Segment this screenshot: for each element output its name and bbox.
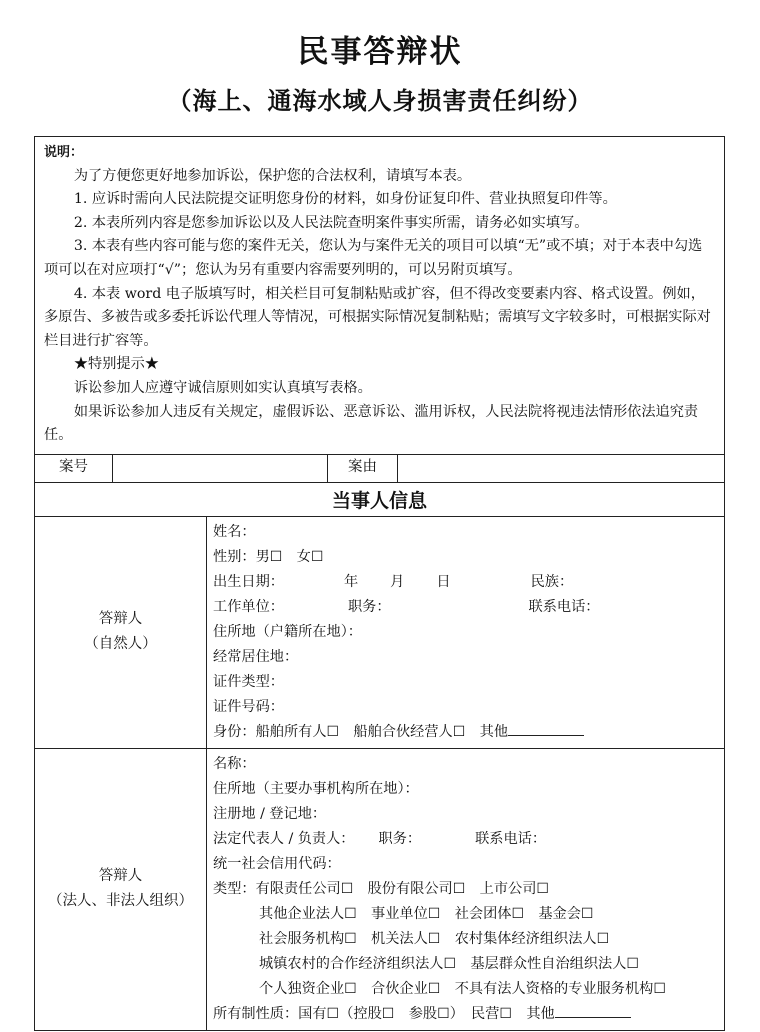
natural-person-label: [35, 516, 207, 748]
np-id-number-field[interactable]: 证件号码：: [213, 698, 284, 715]
np-gender-field[interactable]: 性别：男☐ 女☐: [213, 548, 324, 565]
notes-label: 说明：: [44, 145, 84, 160]
np-name-field[interactable]: 姓名：: [213, 523, 256, 540]
legal-person-label-line2: （法人、非法人组织）: [48, 893, 193, 910]
np-employer-label: 工作单位：: [213, 598, 284, 615]
np-day-label: 日: [436, 573, 451, 590]
lp-ownership-other-blank[interactable]: [555, 1002, 631, 1018]
case-row: [35, 454, 725, 482]
notes-special-1: 诉讼参加人应遵守诚信原则如实认真填写表格。: [73, 379, 372, 396]
lp-type-line-4[interactable]: 城镇农村的合作经济组织法人☐ 基层群众性自治组织法人☐: [259, 955, 640, 972]
document-subtitle: （海上、通海水域人身损害责任纠纷）: [167, 87, 593, 115]
np-phone-label: 联系电话：: [528, 598, 600, 615]
np-employer-line[interactable]: [213, 595, 724, 620]
np-birth-label: 出生日期：: [213, 573, 284, 590]
legal-person-fields[interactable]: [207, 748, 725, 1030]
notes-intro: 为了方便您更好地参加诉讼，保护您的合法权利，请填写本表。: [73, 167, 472, 184]
legal-person-row: [35, 748, 725, 1030]
np-birth-line[interactable]: [213, 570, 724, 595]
natural-person-fields[interactable]: [207, 516, 725, 748]
notes-item-2: 2. 本表所列内容是您参加诉讼以及人民法院查明案件事实所需，请务必如实填写。: [73, 214, 589, 231]
lp-rep-line[interactable]: [213, 827, 724, 852]
document-title: 民事答辩状: [297, 34, 463, 70]
party-info-row: [35, 482, 725, 516]
lp-type-line-2[interactable]: 其他企业法人☐ 事业单位☐ 社会团体☐ 基金会☐: [259, 905, 594, 922]
np-id-type-field[interactable]: 证件类型：: [213, 673, 284, 690]
np-year-label: 年: [343, 573, 359, 590]
natural-person-row: [35, 516, 725, 748]
case-cause-field[interactable]: [398, 454, 725, 482]
lp-domicile-field[interactable]: 住所地（主要办事机构所在地）：: [213, 780, 419, 797]
np-domicile-field[interactable]: 住所地（户籍所在地）：: [213, 623, 362, 640]
np-residence-field[interactable]: 经常居住地：: [213, 648, 299, 665]
notes-item-4: 4. 本表 word 电子版填写时，相关栏目可复制粘贴或扩容，但不得改变要素内容、格式设置。例如，多原告、多被告或多委托诉讼代理人等情况，可根据实际情况复制粘贴；需填写文字较多时，可根据实际对栏目进行扩容等。: [44, 285, 711, 349]
lp-position-label: 职务：: [378, 830, 422, 847]
notes-special-heading: ★特别提示★: [73, 356, 159, 373]
lp-ownership-line[interactable]: [213, 1002, 724, 1027]
notes-row: [35, 137, 725, 455]
np-identity-other-blank[interactable]: [508, 720, 584, 736]
legal-person-label: [35, 748, 207, 1030]
lp-credit-code-field[interactable]: 统一社会信用代码：: [213, 855, 341, 872]
np-identity-line[interactable]: [213, 720, 724, 745]
case-number-field[interactable]: [113, 454, 328, 482]
lp-registered-field[interactable]: 注册地 / 登记地：: [213, 805, 327, 822]
lp-type-line-5[interactable]: 个人独资企业☐ 合伙企业☐ 不具有法人资格的专业服务机构☐: [259, 980, 667, 997]
np-position-label: 职务：: [347, 598, 391, 615]
lp-rep-label: 法定代表人 / 负责人：: [213, 830, 355, 847]
lp-type-line-3[interactable]: 社会服务机构☐ 机关法人☐ 农村集体经济组织法人☐: [259, 930, 610, 947]
notes-item-3: 3. 本表有些内容可能与您的案件无关，您认为与案件无关的项目可以填“无”或不填；对于本表中勾选项可以在对应项打“√”；您认为另有重要内容需要列明的，可以另附页填写。: [44, 238, 703, 278]
notes-cell: [35, 137, 725, 455]
case-number-label: 案号: [35, 454, 113, 482]
case-cause-label: 案由: [328, 454, 398, 482]
party-info-heading: 当事人信息: [35, 482, 725, 516]
notes-item-1: 1. 应诉时需向人民法院提交证明您身份的材料，如身份证复印件、营业执照复印件等。: [73, 191, 617, 208]
notes-special-2: 如果诉讼参加人违反有关规定，虚假诉讼、恶意诉讼、滥用诉权，人民法院将视违法情形依法追究责任。: [44, 403, 699, 444]
natural-person-label-line1: 答辩人: [98, 611, 143, 628]
lp-ownership-options[interactable]: 所有制性质：国有☐（控股☐ 参股☐） 民营☐ 其他: [213, 1005, 555, 1022]
natural-person-label-line2: （自然人）: [84, 636, 157, 653]
defense-form-table: [34, 136, 725, 1031]
np-ethnicity-label: 民族：: [530, 573, 574, 590]
lp-type-line-1[interactable]: 类型：有限责任公司☐ 股份有限公司☐ 上市公司☐: [213, 880, 550, 897]
np-month-label: 月: [390, 573, 405, 590]
lp-name-field[interactable]: 名称：: [213, 755, 256, 772]
lp-phone-label: 联系电话：: [475, 830, 547, 847]
legal-person-label-line1: 答辩人: [98, 868, 143, 885]
np-identity-options[interactable]: 身份：船舶所有人☐ 船舶合伙经营人☐ 其他: [213, 723, 509, 740]
